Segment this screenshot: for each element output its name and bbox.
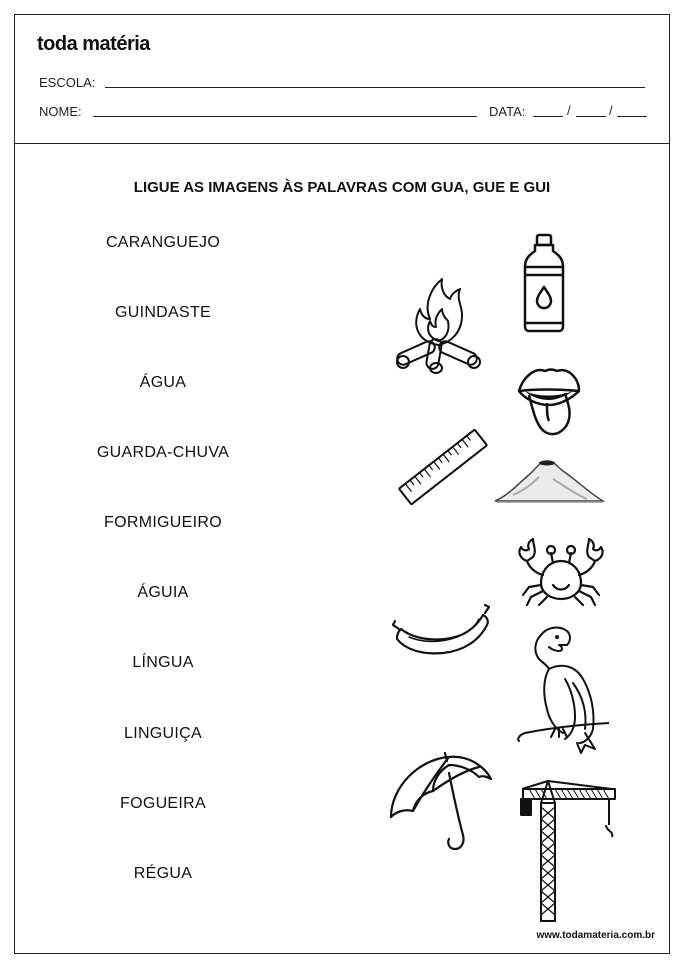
school-label: ESCOLA: bbox=[39, 75, 96, 90]
activity-title: LIGUE AS IMAGENS ÀS PALAVRAS COM GUA, GUE E GUI bbox=[133, 179, 551, 196]
word-item: FOGUEIRA bbox=[120, 795, 206, 812]
date-separator: / bbox=[567, 103, 571, 118]
crab-icon bbox=[513, 535, 609, 609]
date-year-field[interactable] bbox=[617, 116, 647, 117]
word-item: GUINDASTE bbox=[114, 304, 212, 321]
date-day-field[interactable] bbox=[533, 116, 563, 117]
date-month-field[interactable] bbox=[576, 116, 606, 117]
header-divider bbox=[15, 143, 669, 144]
word-item: ÁGUA bbox=[139, 374, 187, 391]
name-label: NOME: bbox=[39, 104, 82, 119]
eagle-icon bbox=[511, 623, 609, 757]
worksheet bbox=[14, 14, 670, 954]
word-item: GUARDA-CHUVA bbox=[96, 444, 230, 461]
word-item: FORMIGUEIRO bbox=[104, 514, 222, 531]
footer-url[interactable]: www.todamateria.com.br bbox=[536, 930, 655, 941]
word-item: LINGUIÇA bbox=[124, 725, 202, 742]
word-item: RÉGUA bbox=[133, 865, 193, 882]
tongue-icon bbox=[515, 363, 581, 439]
school-field[interactable] bbox=[105, 87, 645, 88]
sausage-icon bbox=[387, 599, 493, 655]
anthill-icon bbox=[493, 455, 605, 507]
word-item: LÍNGUA bbox=[132, 654, 194, 671]
umbrella-icon bbox=[387, 743, 495, 859]
water-bottle-icon bbox=[520, 233, 568, 335]
word-item: ÁGUIA bbox=[137, 584, 189, 601]
ruler-icon bbox=[395, 419, 491, 515]
crane-icon bbox=[509, 767, 617, 927]
word-item: CARANGUEJO bbox=[105, 234, 221, 251]
date-label: DATA: bbox=[489, 104, 526, 119]
name-field[interactable] bbox=[93, 116, 477, 117]
date-separator: / bbox=[609, 103, 613, 118]
brand-logo: toda matéria bbox=[37, 33, 150, 55]
campfire-icon bbox=[390, 267, 486, 375]
